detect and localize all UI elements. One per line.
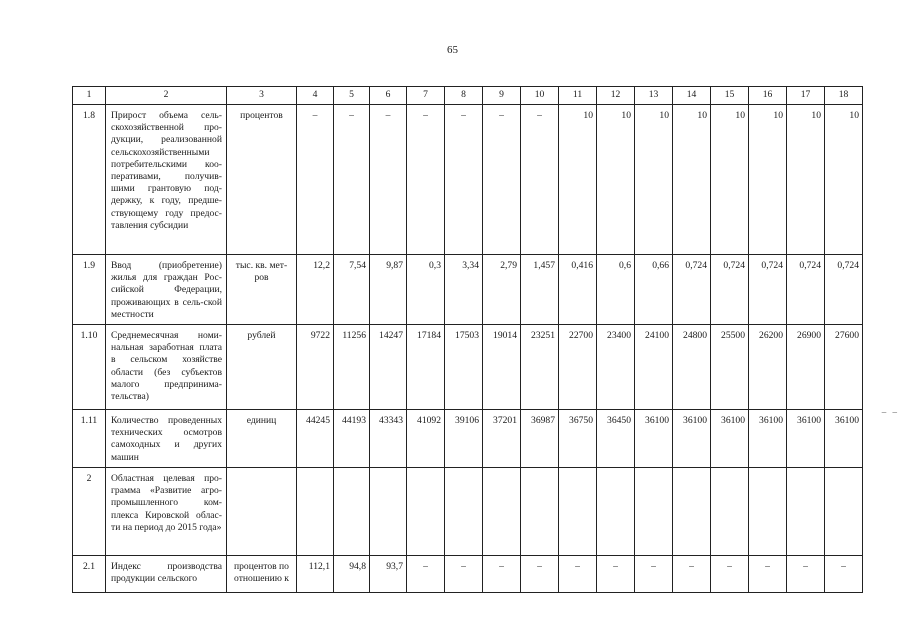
value-cell: 10	[597, 105, 635, 255]
value-cell: 0,66	[635, 255, 673, 325]
table-row	[73, 325, 863, 410]
value-cell: 10	[635, 105, 673, 255]
table-row	[73, 556, 863, 593]
column-header: 3	[227, 87, 297, 105]
value-cell: –	[334, 105, 370, 255]
value-cell: –	[483, 556, 521, 593]
value-cell: 44193	[334, 410, 370, 468]
row-number: 2.1	[73, 556, 106, 593]
column-header: 2	[106, 87, 227, 105]
value-cell: –	[711, 556, 749, 593]
value-cell	[521, 468, 559, 556]
value-cell: 0,724	[673, 255, 711, 325]
value-cell: 27600	[825, 325, 863, 410]
value-cell: –	[297, 105, 334, 255]
indicator-name: Индекс производства продукции сельского	[106, 556, 227, 593]
value-cell: 7,54	[334, 255, 370, 325]
page-number: 65	[447, 44, 458, 56]
value-cell: 19014	[483, 325, 521, 410]
column-header: 6	[370, 87, 407, 105]
value-cell: 39106	[445, 410, 483, 468]
value-cell: –	[407, 105, 445, 255]
column-header: 9	[483, 87, 521, 105]
column-header: 8	[445, 87, 483, 105]
value-cell: –	[521, 556, 559, 593]
value-cell: 0,416	[559, 255, 597, 325]
column-header: 11	[559, 87, 597, 105]
indicators-table	[72, 86, 863, 593]
unit-of-measure: процентов	[227, 105, 297, 255]
unit-of-measure	[227, 468, 297, 556]
value-cell: 36100	[711, 410, 749, 468]
unit-of-measure: единиц	[227, 410, 297, 468]
value-cell: –	[445, 556, 483, 593]
value-cell: 24100	[635, 325, 673, 410]
value-cell: 94,8	[334, 556, 370, 593]
value-cell	[787, 468, 825, 556]
column-header: 4	[297, 87, 334, 105]
value-cell: –	[787, 556, 825, 593]
value-cell: 1,457	[521, 255, 559, 325]
value-cell: 36100	[787, 410, 825, 468]
value-cell: 9,87	[370, 255, 407, 325]
value-cell	[445, 468, 483, 556]
table-row	[73, 105, 863, 255]
value-cell: 24800	[673, 325, 711, 410]
value-cell: 14247	[370, 325, 407, 410]
value-cell: 0,6	[597, 255, 635, 325]
value-cell: 0,3	[407, 255, 445, 325]
value-cell: –	[673, 556, 711, 593]
column-header: 7	[407, 87, 445, 105]
value-cell: 10	[749, 105, 787, 255]
value-cell: 36987	[521, 410, 559, 468]
value-cell: –	[483, 105, 521, 255]
value-cell: 36100	[825, 410, 863, 468]
value-cell: 23400	[597, 325, 635, 410]
value-cell: 10	[825, 105, 863, 255]
value-cell: 112,1	[297, 556, 334, 593]
value-cell	[297, 468, 334, 556]
column-header: 16	[749, 87, 787, 105]
indicator-name: Областная целевая про-грамма «Развитие агро-промышленного ком-плекса Кировской облас-ти на период до 2015 года»	[106, 468, 227, 556]
value-cell: 37201	[483, 410, 521, 468]
column-header: 17	[787, 87, 825, 105]
value-cell: 23251	[521, 325, 559, 410]
value-cell: 10	[559, 105, 597, 255]
value-cell: 11256	[334, 325, 370, 410]
value-cell: 36750	[559, 410, 597, 468]
value-cell: 93,7	[370, 556, 407, 593]
indicator-name: Ввод (приобретение) жилья для граждан Рос-сийской Федерации, проживающих в сель-ской местности	[106, 255, 227, 325]
value-cell: 36100	[673, 410, 711, 468]
value-cell: –	[370, 105, 407, 255]
value-cell: 25500	[711, 325, 749, 410]
value-cell: 0,724	[749, 255, 787, 325]
table-body	[73, 87, 863, 593]
value-cell: –	[559, 556, 597, 593]
value-cell: 26200	[749, 325, 787, 410]
value-cell	[673, 468, 711, 556]
unit-of-measure: процентов по отношению к	[227, 556, 297, 593]
column-header: 18	[825, 87, 863, 105]
value-cell: 10	[711, 105, 749, 255]
value-cell: 44245	[297, 410, 334, 468]
row-number: 1.8	[73, 105, 106, 255]
value-cell: 43343	[370, 410, 407, 468]
row-number: 1.9	[73, 255, 106, 325]
value-cell	[597, 468, 635, 556]
column-header: 13	[635, 87, 673, 105]
value-cell: –	[407, 556, 445, 593]
value-cell	[483, 468, 521, 556]
value-cell: 2,79	[483, 255, 521, 325]
value-cell: 0,724	[787, 255, 825, 325]
column-header: 14	[673, 87, 711, 105]
value-cell: 3,34	[445, 255, 483, 325]
row-number: 2	[73, 468, 106, 556]
value-cell: 9722	[297, 325, 334, 410]
value-cell	[635, 468, 673, 556]
value-cell: 10	[673, 105, 711, 255]
value-cell	[825, 468, 863, 556]
value-cell	[711, 468, 749, 556]
value-cell	[407, 468, 445, 556]
value-cell: –	[597, 556, 635, 593]
value-cell: 0,724	[825, 255, 863, 325]
column-header: 15	[711, 87, 749, 105]
indicator-name: Прирост объема сель-скохозяйственной про-дукции, реализованной сельскохозяйственными потребительскими коо-перативами, получив-шими грантовую под-держку, к году, предше-ствующему году предос-тавления субсидии	[106, 105, 227, 255]
value-cell: 26900	[787, 325, 825, 410]
table-row	[73, 255, 863, 325]
value-cell	[334, 468, 370, 556]
value-cell: 36450	[597, 410, 635, 468]
value-cell: 17184	[407, 325, 445, 410]
value-cell: –	[635, 556, 673, 593]
value-cell	[370, 468, 407, 556]
value-cell: 0,724	[711, 255, 749, 325]
value-cell: 12,2	[297, 255, 334, 325]
row-number: 1.11	[73, 410, 106, 468]
column-header: 10	[521, 87, 559, 105]
header-row	[73, 87, 863, 105]
value-cell: 17503	[445, 325, 483, 410]
value-cell: 41092	[407, 410, 445, 468]
row-number: 1.10	[73, 325, 106, 410]
value-cell: –	[521, 105, 559, 255]
value-cell: 22700	[559, 325, 597, 410]
value-cell: 36100	[635, 410, 673, 468]
value-cell: 36100	[749, 410, 787, 468]
column-header: 5	[334, 87, 370, 105]
value-cell: –	[749, 556, 787, 593]
indicator-name: Количество проведенных технических осмотров самоходных и других машин	[106, 410, 227, 468]
table-row	[73, 410, 863, 468]
value-cell	[559, 468, 597, 556]
table-row	[73, 468, 863, 556]
unit-of-measure: тыс. кв. мет-ров	[227, 255, 297, 325]
value-cell: –	[445, 105, 483, 255]
value-cell: –	[825, 556, 863, 593]
value-cell	[749, 468, 787, 556]
value-cell: 10	[787, 105, 825, 255]
indicator-name: Среднемесячная номи-нальная заработная плата в сельском хозяйстве области (без субъектов малого предпринима-тельства)	[106, 325, 227, 410]
column-header: 12	[597, 87, 635, 105]
margin-marks: – –	[881, 407, 899, 417]
column-header: 1	[73, 87, 106, 105]
unit-of-measure: рублей	[227, 325, 297, 410]
